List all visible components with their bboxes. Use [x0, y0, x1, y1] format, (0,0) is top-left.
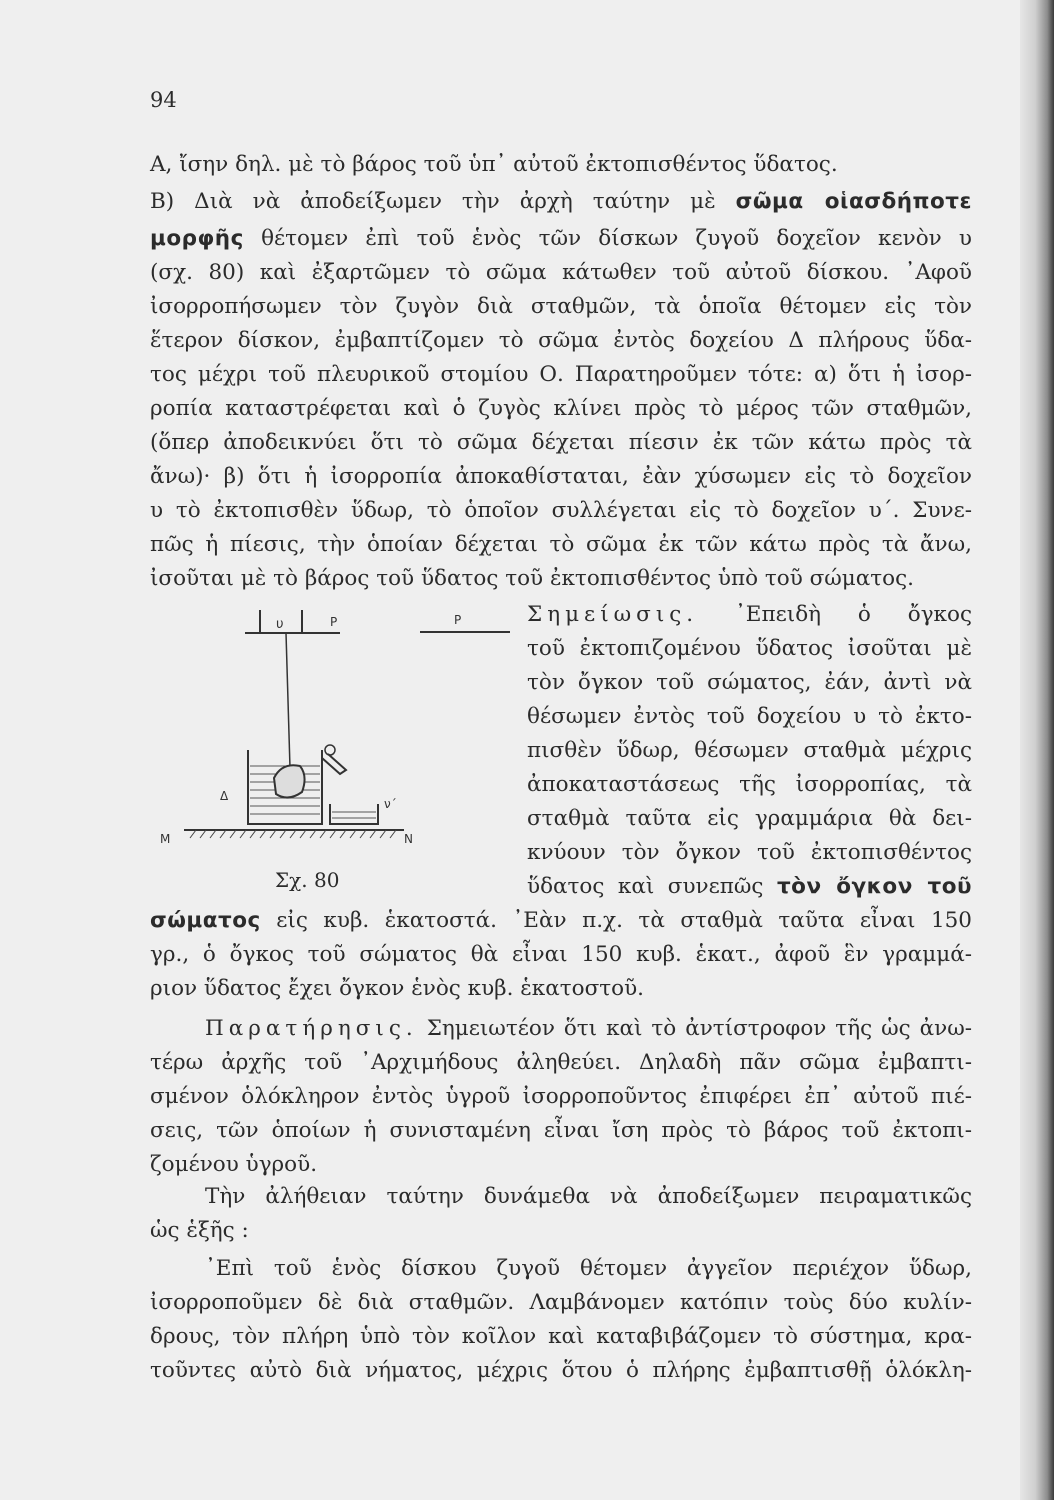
table-hatching	[190, 830, 396, 838]
side-spout	[322, 754, 346, 774]
text-line: πισθὲν ὕδωρ, θέσωμεν σταθμὰ μέχρις	[527, 738, 972, 763]
figure-caption: Σχ. 80	[275, 868, 340, 892]
text-line: δρους, τὸν πλήρη ὑπὸ τὸν κοῖλον καὶ καταβιβάζομεν τὸ σύστημα, κρα-	[150, 1324, 972, 1349]
text-line: σμένον ὁλόκληρον ἐντὸς ὑγροῦ ἰσορροποῦντος ἐπιφέρει ἐπ᾽ αὐτοῦ πιέ-	[150, 1084, 972, 1109]
bold-phrase: μορφῆς	[150, 226, 244, 251]
label-m: M	[160, 832, 171, 846]
text-line: Τὴν ἀλήθειαν ταύτην δυνάμεθα νὰ ἀποδείξωμεν πειραματικῶς	[205, 1184, 972, 1209]
text-line	[527, 598, 972, 632]
text-line: σταθμὰ ταῦτα εἰς γραμμάρια θὰ δει-	[527, 806, 972, 831]
text-line: ἰσορροποῦμεν δὲ διὰ σταθμῶν. Λαμβάνομεν κατόπιν τοὺς δύο κυλίν-	[150, 1290, 972, 1315]
label-p1: P	[330, 615, 338, 629]
text-line: τοῦντες αὐτὸ διὰ νήματος, μέχρις ὅτου ὁ πλήρης ἐμβαπτισθῇ ὁλόκλη-	[150, 1358, 972, 1383]
text-line: (σχ. 80) καὶ ἐξαρτῶμεν τὸ σῶμα κάτωθεν τοῦ αὐτοῦ δίσκου. ᾽Αφοῦ	[150, 260, 972, 285]
text-line: ἰσοῦται μὲ τὸ βάρος τοῦ ὕδατος τοῦ ἐκτοπισθέντος ὑπὸ τοῦ σώματος.	[150, 566, 915, 591]
text-line	[150, 904, 972, 938]
label-p2: P	[454, 613, 462, 627]
spout-mark	[325, 745, 335, 755]
text-span: θέτομεν ἐπὶ τοῦ ἑνὸς τῶν δίσκων ζυγοῦ δοχεῖον κενὸν υ	[261, 226, 972, 251]
bold-phrase: σῶμα οἱασδήποτε	[735, 189, 972, 214]
text-line: ἰσορροπήσωμεν τὸν ζυγὸν διὰ σταθμῶν, τὰ ὁποῖα θέτομεν εἰς τὸν	[150, 294, 972, 319]
immersed-body	[274, 765, 305, 797]
page-number: 94	[150, 88, 177, 112]
text-line: πῶς ἡ πίεσις, τὴν ὁποίαν δέχεται τὸ σῶμα ἐκ τῶν κάτω πρὸς τὰ ἄνω,	[150, 532, 972, 557]
text-line: ἄνω)· β) ὅτι ἡ ἰσορροπία ἀποκαθίσταται, ἐὰν χύσωμεν εἰς τὸ δοχεῖον	[150, 464, 972, 489]
figure-80-diagram	[150, 598, 462, 858]
text-line: ριον ὕδατος ἔχει ὄγκον ἑνὸς κυβ. ἑκατοστοῦ.	[150, 976, 644, 1001]
text-span: ὕδατος καὶ συνεπῶς	[527, 874, 764, 899]
text-line: Α, ἴσην δηλ. μὲ τὸ βάρος τοῦ ὑπ᾽ αὐτοῦ ἐκτοπισθέντος ὕδατος.	[150, 152, 838, 177]
text-line: θέσωμεν ἐντὸς τοῦ δοχείου υ τὸ ἐκτο-	[527, 704, 972, 729]
label-u2: ν΄	[384, 797, 397, 811]
note-label: Σημείωσις.	[527, 602, 699, 627]
text-span: ᾽Επειδὴ ὁ ὄγκος	[735, 602, 972, 627]
bold-phrase: τὸν ὄγκον τοῦ	[776, 874, 972, 899]
text-line: ἀποκαταστάσεως τῆς ἰσορροπίας, τὰ	[527, 772, 972, 797]
text-line: ᾽Επὶ τοῦ ἑνὸς δίσκου ζυγοῦ θέτομεν ἀγγεῖον περιέχον ὕδωρ,	[205, 1256, 972, 1281]
text-line: ροπία καταστρέφεται καὶ ὁ ζυγὸς κλίνει πρὸς τὸ μέρος τῶν σταθμῶν,	[150, 396, 972, 421]
text-span: εἰς κυβ. ἑκατοστά. ᾽Εὰν π.χ. τὰ σταθμὰ ταῦτα εἶναι 150	[276, 908, 972, 933]
text-span: Σημειωτέον ὅτι καὶ τὸ ἀντίστροφον τῆς ὡς ἀνω-	[426, 1016, 972, 1041]
text-line: σεις, τῶν ὁποίων ἡ συνισταμένη εἶναι ἴση πρὸς τὸ βάρος τοῦ ἐκτοπι-	[150, 1118, 972, 1143]
text-line	[150, 222, 972, 256]
text-line: ὡς ἑξῆς :	[150, 1218, 249, 1243]
collecting-vessel	[330, 804, 378, 824]
text-line: γρ., ὁ ὄγκος τοῦ σώματος θὰ εἶναι 150 κυβ. ἑκατ., ἀφοῦ ἓν γραμμά-	[150, 942, 972, 967]
text-line: τέρω ἀρχῆς τοῦ ᾽Αρχιμήδους ἀληθεύει. Δηλαδὴ πᾶν σῶμα ἐμβαπτι-	[150, 1050, 972, 1075]
page-edge-shadow	[1020, 0, 1054, 1500]
text-line: υ τὸ ἐκτοπισθὲν ὕδωρ, τὸ ὁποῖον συλλέγεται εἰς τὸ δοχεῖον υ΄. Συνε-	[150, 498, 972, 523]
text-line: τοῦ ἐκτοπιζομένου ὕδατος ἰσοῦται μὲ	[527, 636, 972, 661]
label-n: N	[404, 832, 413, 846]
text-line: κνύουν τὸν ὄγκον τοῦ ἐκτοπισθέντος	[527, 840, 972, 865]
text-line: τὸν ὄγκον τοῦ σώματος, ἐάν, ἀντὶ νὰ	[527, 670, 972, 695]
string	[286, 633, 290, 768]
remark-label: Παρατήρησις.	[205, 1016, 418, 1041]
label-delta: Δ	[220, 789, 229, 803]
label-u: υ	[276, 617, 284, 632]
text-line: τος μέχρι τοῦ πλευρικοῦ στομίου Ο. Παρατηροῦμεν τότε: α) ὅτι ἡ ἰσορ-	[150, 362, 972, 387]
text-line: ἕτερον δίσκον, ἐμβαπτίζομεν τὸ σῶμα ἐντὸς δοχείου Δ πλήρους ὕδα-	[150, 328, 972, 353]
text-span: Β) Διὰ νὰ ἀποδείξωμεν τὴν ἀρχὴ ταύτην μὲ	[150, 189, 716, 214]
bold-phrase: σώματος	[150, 908, 261, 933]
text-line	[150, 185, 972, 219]
text-line: ζομένου ὑγροῦ.	[150, 1152, 318, 1177]
text-line	[205, 1012, 972, 1046]
text-line: (ὅπερ ἀποδεικνύει ὅτι τὸ σῶμα δέχεται πίεσιν ἐκ τῶν κάτω πρὸς τὰ	[150, 430, 972, 455]
text-line	[527, 870, 972, 904]
